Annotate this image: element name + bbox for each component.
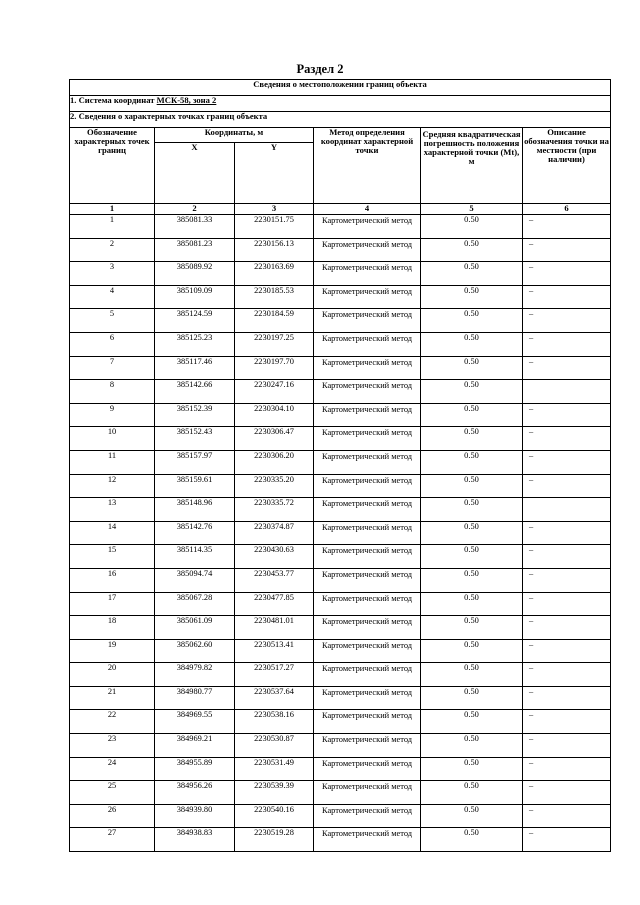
method-cell: Картометрический метод — [314, 521, 421, 545]
table-row — [70, 592, 611, 616]
table-row — [70, 663, 611, 687]
error-cell: 0.50 — [421, 450, 523, 474]
y-coordinate-cell: 2230537.64 — [235, 686, 314, 710]
method-cell: Картометрический метод — [314, 474, 421, 498]
table-row — [70, 427, 611, 451]
y-coordinate-cell: 2230477.85 — [235, 592, 314, 616]
method-cell: Картометрический метод — [314, 403, 421, 427]
description-cell — [523, 498, 611, 522]
x-coordinate-cell: 385062.60 — [155, 639, 235, 663]
description-cell: – — [523, 474, 611, 498]
method-cell: Картометрический метод — [314, 781, 421, 805]
y-coordinate-cell: 2230335.72 — [235, 498, 314, 522]
method-cell: Картометрический метод — [314, 262, 421, 286]
boundary-points-table — [69, 79, 611, 852]
point-number-cell: 16 — [70, 568, 155, 592]
x-coordinate-cell: 384969.21 — [155, 734, 235, 758]
x-coordinate-cell: 384969.55 — [155, 710, 235, 734]
method-cell: Картометрический метод — [314, 616, 421, 640]
description-cell: – — [523, 663, 611, 687]
y-coordinate-cell: 2230517.27 — [235, 663, 314, 687]
method-cell: Картометрический метод — [314, 804, 421, 828]
y-coordinate-cell: 2230185.53 — [235, 285, 314, 309]
method-cell: Картометрический метод — [314, 356, 421, 380]
method-cell: Картометрический метод — [314, 545, 421, 569]
description-cell: – — [523, 616, 611, 640]
description-cell: – — [523, 686, 611, 710]
error-cell: 0.50 — [421, 285, 523, 309]
y-coordinate-cell: 2230538.16 — [235, 710, 314, 734]
description-cell: – — [523, 592, 611, 616]
table-row — [70, 710, 611, 734]
header-designation: Обозначение характерных точек границ — [70, 128, 155, 204]
table-row — [70, 309, 611, 333]
table-row — [70, 804, 611, 828]
table-row — [70, 403, 611, 427]
table-row — [70, 450, 611, 474]
y-coordinate-cell: 2230184.59 — [235, 309, 314, 333]
table-heading: Сведения о местоположении границ объекта — [70, 80, 611, 96]
header-error: Средняя квадратическая погрешность положения характерной точки (Mt), м — [421, 128, 523, 204]
x-coordinate-cell: 385067.28 — [155, 592, 235, 616]
table-row — [70, 545, 611, 569]
method-cell: Картометрический метод — [314, 380, 421, 404]
error-cell: 0.50 — [421, 498, 523, 522]
method-cell: Картометрический метод — [314, 663, 421, 687]
y-coordinate-cell: 2230519.28 — [235, 828, 314, 852]
x-coordinate-cell: 385157.97 — [155, 450, 235, 474]
column-number: 6 — [523, 204, 611, 215]
point-number-cell: 3 — [70, 262, 155, 286]
table-row — [70, 356, 611, 380]
point-number-cell: 9 — [70, 403, 155, 427]
description-cell: – — [523, 545, 611, 569]
description-cell: – — [523, 427, 611, 451]
table-row — [70, 686, 611, 710]
error-cell: 0.50 — [421, 804, 523, 828]
header-coordinates: Координаты, м — [155, 128, 314, 143]
y-coordinate-cell: 2230306.20 — [235, 450, 314, 474]
method-cell: Картометрический метод — [314, 734, 421, 758]
x-coordinate-cell: 385159.61 — [155, 474, 235, 498]
table-row — [70, 332, 611, 356]
coord-system-value: МСК-58, зона 2 — [156, 95, 217, 105]
x-coordinate-cell: 385142.66 — [155, 380, 235, 404]
description-cell: – — [523, 332, 611, 356]
method-cell: Картометрический метод — [314, 238, 421, 262]
column-number: 2 — [155, 204, 235, 215]
header-x: X — [155, 143, 235, 204]
table-row — [70, 616, 611, 640]
point-number-cell: 4 — [70, 285, 155, 309]
method-cell: Картометрический метод — [314, 309, 421, 333]
page-title: Раздел 2 — [296, 62, 344, 76]
method-cell: Картометрический метод — [314, 710, 421, 734]
y-coordinate-cell: 2230531.49 — [235, 757, 314, 781]
point-number-cell: 15 — [70, 545, 155, 569]
method-cell: Картометрический метод — [314, 828, 421, 852]
table-row — [70, 285, 611, 309]
y-coordinate-cell: 2230163.69 — [235, 262, 314, 286]
method-cell: Картометрический метод — [314, 285, 421, 309]
point-number-cell: 7 — [70, 356, 155, 380]
description-cell — [523, 380, 611, 404]
y-coordinate-cell: 2230335.20 — [235, 474, 314, 498]
error-cell: 0.50 — [421, 521, 523, 545]
y-coordinate-cell: 2230513.41 — [235, 639, 314, 663]
description-cell: – — [523, 262, 611, 286]
error-cell: 0.50 — [421, 592, 523, 616]
header-method: Метод определения координат характерной точки — [314, 128, 421, 204]
error-cell: 0.50 — [421, 734, 523, 758]
table-row — [70, 498, 611, 522]
y-coordinate-cell: 2230247.16 — [235, 380, 314, 404]
x-coordinate-cell: 385109.09 — [155, 285, 235, 309]
method-cell: Картометрический метод — [314, 592, 421, 616]
y-coordinate-cell: 2230197.70 — [235, 356, 314, 380]
header-y: Y — [235, 143, 314, 204]
error-cell: 0.50 — [421, 616, 523, 640]
coord-system-label: 1. Система координат — [70, 95, 157, 105]
point-number-cell: 10 — [70, 427, 155, 451]
points-section-row — [70, 112, 611, 128]
error-cell: 0.50 — [421, 356, 523, 380]
y-coordinate-cell: 2230430.63 — [235, 545, 314, 569]
method-cell: Картометрический метод — [314, 427, 421, 451]
coord-system-row — [70, 96, 611, 112]
x-coordinate-cell: 385081.33 — [155, 215, 235, 239]
error-cell: 0.50 — [421, 332, 523, 356]
description-cell: – — [523, 828, 611, 852]
method-cell: Картометрический метод — [314, 498, 421, 522]
y-coordinate-cell: 2230453.77 — [235, 568, 314, 592]
x-coordinate-cell: 385094.74 — [155, 568, 235, 592]
point-number-cell: 19 — [70, 639, 155, 663]
description-cell: – — [523, 285, 611, 309]
column-number: 4 — [314, 204, 421, 215]
x-coordinate-cell: 385114.35 — [155, 545, 235, 569]
description-cell: – — [523, 757, 611, 781]
error-cell: 0.50 — [421, 238, 523, 262]
description-cell: – — [523, 639, 611, 663]
y-coordinate-cell: 2230540.16 — [235, 804, 314, 828]
point-number-cell: 21 — [70, 686, 155, 710]
table-row — [70, 238, 611, 262]
y-coordinate-cell: 2230197.25 — [235, 332, 314, 356]
x-coordinate-cell: 385125.23 — [155, 332, 235, 356]
point-number-cell: 25 — [70, 781, 155, 805]
x-coordinate-cell: 385142.76 — [155, 521, 235, 545]
points-section-title: 2. Сведения о характерных точках границ объекта — [70, 112, 611, 128]
x-coordinate-cell: 385061.09 — [155, 616, 235, 640]
method-cell: Картометрический метод — [314, 757, 421, 781]
point-number-cell: 20 — [70, 663, 155, 687]
table-heading-row — [70, 80, 611, 96]
coord-system-cell — [70, 96, 611, 112]
error-cell: 0.50 — [421, 262, 523, 286]
point-number-cell: 5 — [70, 309, 155, 333]
y-coordinate-cell: 2230151.75 — [235, 215, 314, 239]
column-numbers-row — [70, 204, 611, 215]
y-coordinate-cell: 2230481.01 — [235, 616, 314, 640]
point-number-cell: 27 — [70, 828, 155, 852]
header-description: Описание обозначения точки на местности (при наличии) — [523, 128, 611, 204]
point-number-cell: 1 — [70, 215, 155, 239]
point-number-cell: 12 — [70, 474, 155, 498]
error-cell: 0.50 — [421, 757, 523, 781]
y-coordinate-cell: 2230374.87 — [235, 521, 314, 545]
point-number-cell: 17 — [70, 592, 155, 616]
table-row — [70, 757, 611, 781]
description-cell: – — [523, 215, 611, 239]
x-coordinate-cell: 384979.82 — [155, 663, 235, 687]
point-number-cell: 2 — [70, 238, 155, 262]
description-cell: – — [523, 356, 611, 380]
x-coordinate-cell: 385148.96 — [155, 498, 235, 522]
x-coordinate-cell: 384955.89 — [155, 757, 235, 781]
error-cell: 0.50 — [421, 781, 523, 805]
column-number: 3 — [235, 204, 314, 215]
error-cell: 0.50 — [421, 403, 523, 427]
point-number-cell: 8 — [70, 380, 155, 404]
error-cell: 0.50 — [421, 686, 523, 710]
point-number-cell: 24 — [70, 757, 155, 781]
description-cell: – — [523, 450, 611, 474]
description-cell: – — [523, 238, 611, 262]
table-row — [70, 828, 611, 852]
column-number: 5 — [421, 204, 523, 215]
table-row — [70, 568, 611, 592]
y-coordinate-cell: 2230539.39 — [235, 781, 314, 805]
x-coordinate-cell: 385117.46 — [155, 356, 235, 380]
error-cell: 0.50 — [421, 828, 523, 852]
x-coordinate-cell: 384956.26 — [155, 781, 235, 805]
point-number-cell: 11 — [70, 450, 155, 474]
table-row — [70, 639, 611, 663]
method-cell: Картометрический метод — [314, 450, 421, 474]
column-number: 1 — [70, 204, 155, 215]
error-cell: 0.50 — [421, 215, 523, 239]
header-row-1 — [70, 128, 611, 143]
method-cell: Картометрический метод — [314, 686, 421, 710]
point-number-cell: 22 — [70, 710, 155, 734]
x-coordinate-cell: 384980.77 — [155, 686, 235, 710]
error-cell: 0.50 — [421, 427, 523, 451]
description-cell: – — [523, 521, 611, 545]
method-cell: Картометрический метод — [314, 332, 421, 356]
error-cell: 0.50 — [421, 710, 523, 734]
table-row — [70, 380, 611, 404]
point-number-cell: 13 — [70, 498, 155, 522]
description-cell: – — [523, 710, 611, 734]
description-cell: – — [523, 403, 611, 427]
x-coordinate-cell: 385152.43 — [155, 427, 235, 451]
point-number-cell: 23 — [70, 734, 155, 758]
y-coordinate-cell: 2230306.47 — [235, 427, 314, 451]
error-cell: 0.50 — [421, 309, 523, 333]
method-cell: Картометрический метод — [314, 639, 421, 663]
method-cell: Картометрический метод — [314, 215, 421, 239]
table-row — [70, 521, 611, 545]
y-coordinate-cell: 2230530.87 — [235, 734, 314, 758]
point-number-cell: 6 — [70, 332, 155, 356]
x-coordinate-cell: 384938.83 — [155, 828, 235, 852]
x-coordinate-cell: 385124.59 — [155, 309, 235, 333]
point-number-cell: 18 — [70, 616, 155, 640]
y-coordinate-cell: 2230156.13 — [235, 238, 314, 262]
x-coordinate-cell: 384939.80 — [155, 804, 235, 828]
table-row — [70, 734, 611, 758]
y-coordinate-cell: 2230304.10 — [235, 403, 314, 427]
table-row — [70, 474, 611, 498]
error-cell: 0.50 — [421, 663, 523, 687]
point-number-cell: 14 — [70, 521, 155, 545]
description-cell: – — [523, 781, 611, 805]
x-coordinate-cell: 385081.23 — [155, 238, 235, 262]
table-row — [70, 215, 611, 239]
error-cell: 0.50 — [421, 568, 523, 592]
description-cell: – — [523, 734, 611, 758]
error-cell: 0.50 — [421, 380, 523, 404]
x-coordinate-cell: 385089.92 — [155, 262, 235, 286]
description-cell: – — [523, 804, 611, 828]
table-row — [70, 781, 611, 805]
table-row — [70, 262, 611, 286]
error-cell: 0.50 — [421, 474, 523, 498]
error-cell: 0.50 — [421, 639, 523, 663]
error-cell: 0.50 — [421, 545, 523, 569]
description-cell: – — [523, 568, 611, 592]
point-number-cell: 26 — [70, 804, 155, 828]
x-coordinate-cell: 385152.39 — [155, 403, 235, 427]
description-cell: – — [523, 309, 611, 333]
method-cell: Картометрический метод — [314, 568, 421, 592]
